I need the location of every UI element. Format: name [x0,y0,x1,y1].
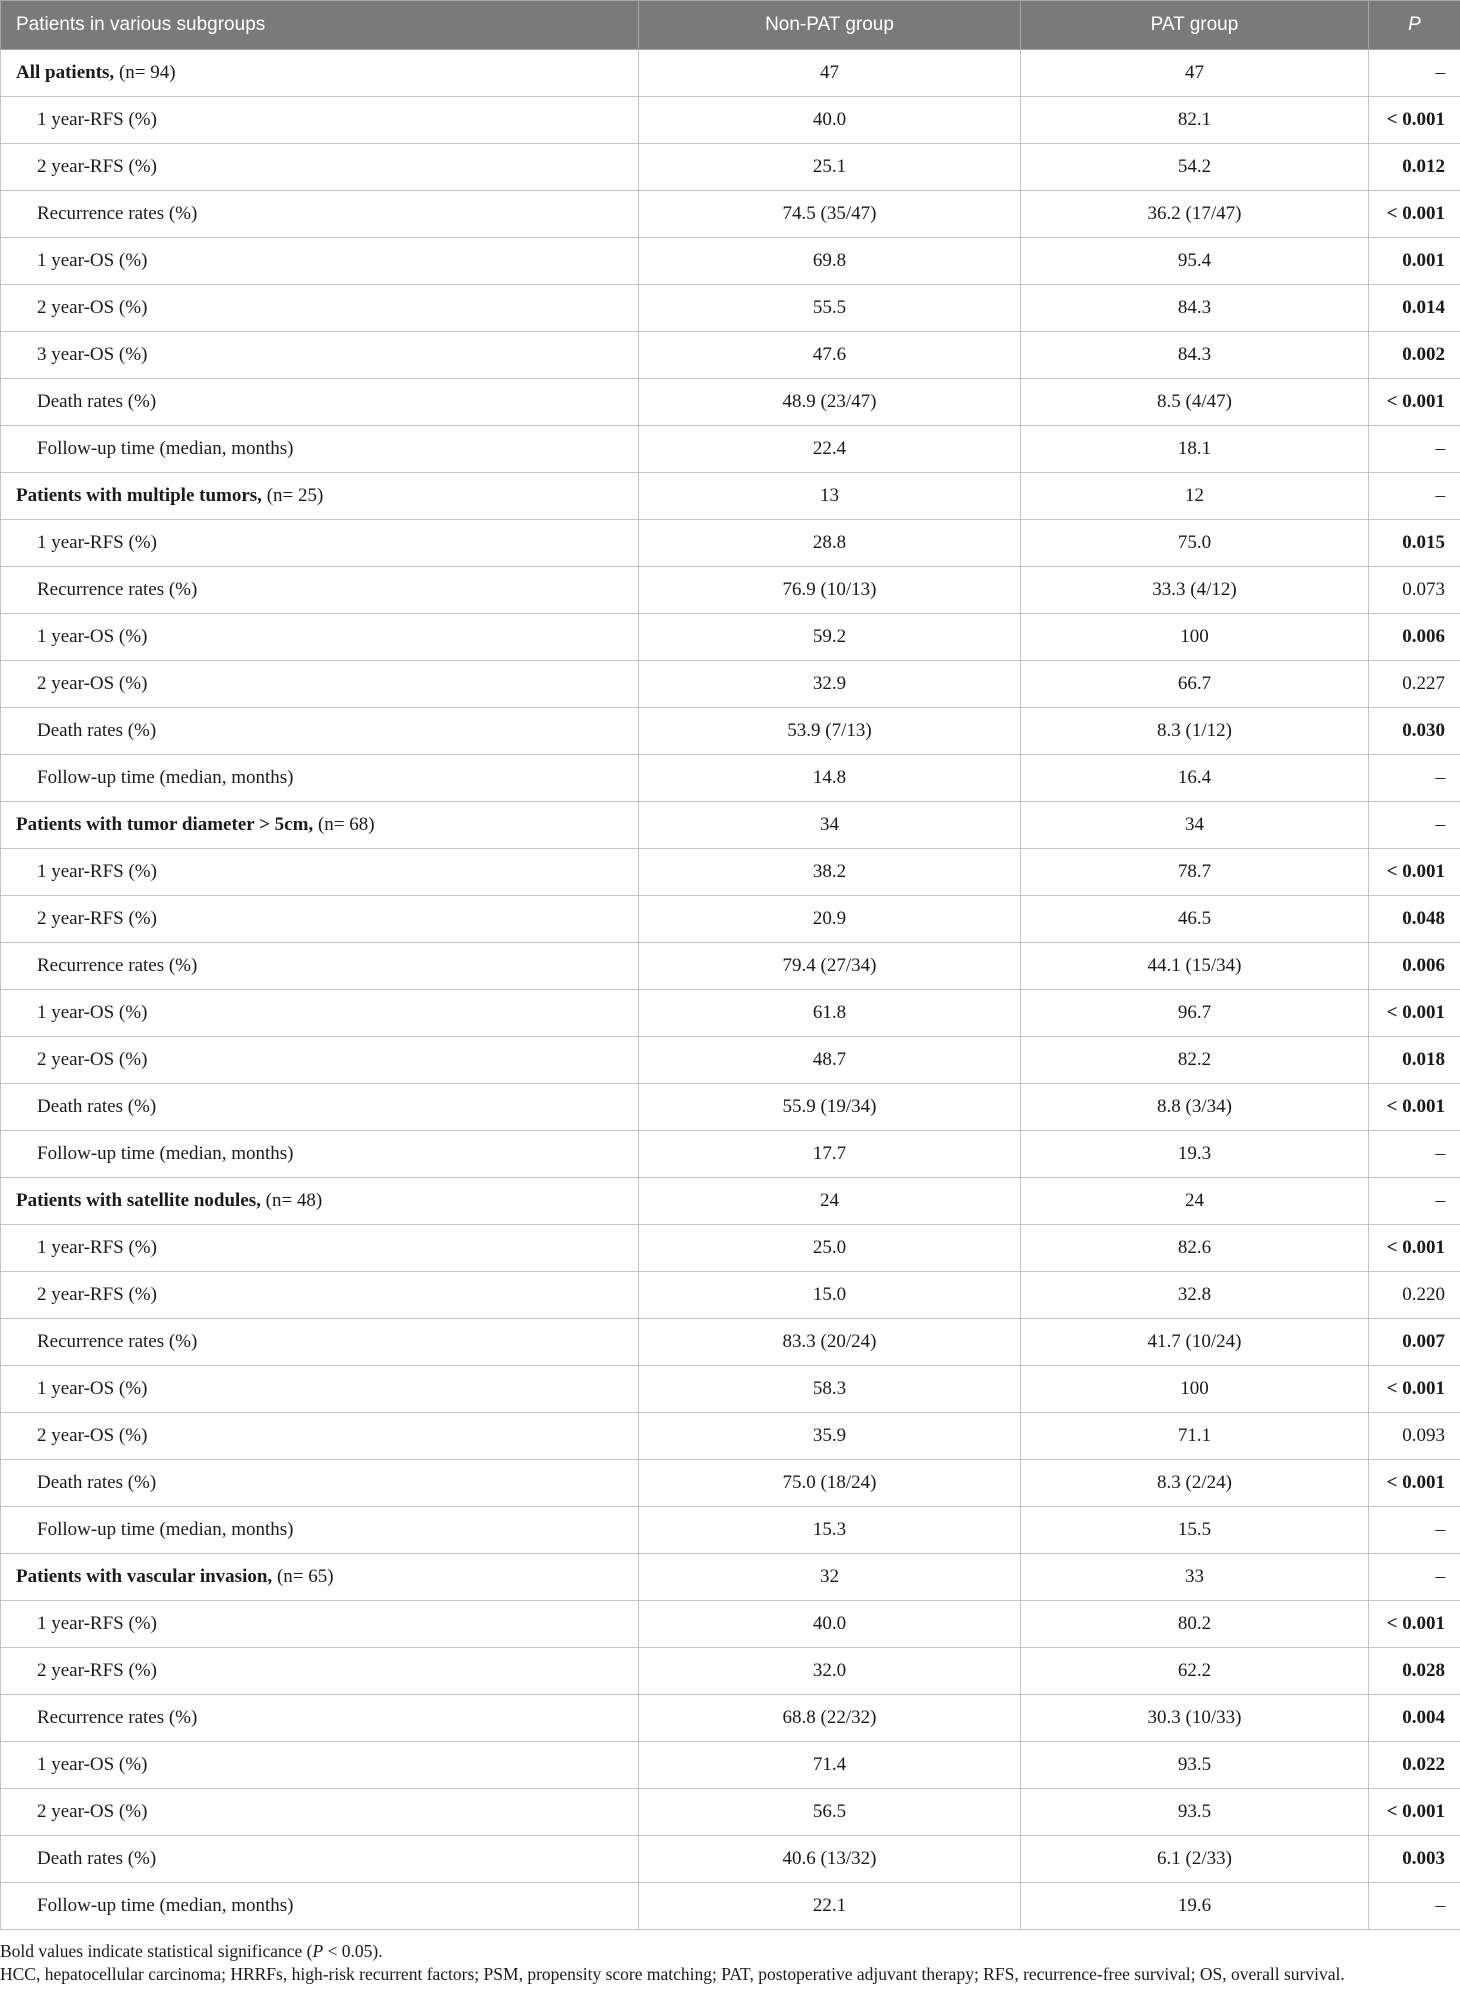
table-row [1,191,1460,238]
table-row [1,1084,1460,1131]
table-row [1,1695,1460,1742]
subgroup-name: Patients with satellite nodules, [16,1190,261,1211]
row-label: 2 year-OS (%) [1,661,639,708]
subgroup-count: (n= 94) [118,62,176,83]
non-pat-value: 13 [639,473,1021,520]
non-pat-value: 28.8 [639,520,1021,567]
pat-value: 30.3 (10/33) [1021,1695,1369,1742]
p-value: 0.030 [1369,708,1460,755]
non-pat-value: 17.7 [639,1131,1021,1178]
non-pat-value: 47.6 [639,332,1021,379]
row-label [1,50,639,97]
table-body [1,50,1460,1930]
subgroup-row [1,1554,1460,1601]
p-value: 0.012 [1369,144,1460,191]
subgroup-name: All patients, [16,62,115,83]
row-label: 3 year-OS (%) [1,332,639,379]
table-row [1,1648,1460,1695]
p-value: 0.006 [1369,614,1460,661]
pat-value: 80.2 [1021,1601,1369,1648]
non-pat-value: 74.5 (35/47) [639,191,1021,238]
p-value: – [1369,50,1460,97]
p-value: – [1369,473,1460,520]
p-value: 0.015 [1369,520,1460,567]
p-value: < 0.001 [1369,990,1460,1037]
non-pat-value: 76.9 (10/13) [639,567,1021,614]
non-pat-value: 79.4 (27/34) [639,943,1021,990]
non-pat-value: 71.4 [639,1742,1021,1789]
subgroup-count: (n= 48) [265,1190,323,1211]
pat-value: 6.1 (2/33) [1021,1836,1369,1883]
p-value: – [1369,755,1460,802]
subgroup-name: Patients with vascular invasion, [16,1566,273,1587]
non-pat-value: 32 [639,1554,1021,1601]
row-label: Follow-up time (median, months) [1,1131,639,1178]
p-value: – [1369,802,1460,849]
non-pat-value: 69.8 [639,238,1021,285]
non-pat-value: 20.9 [639,896,1021,943]
non-pat-value: 24 [639,1178,1021,1225]
table-row [1,943,1460,990]
table-row [1,379,1460,426]
table-row [1,1413,1460,1460]
row-label: 2 year-OS (%) [1,1789,639,1836]
pat-value: 78.7 [1021,849,1369,896]
pat-value: 19.3 [1021,1131,1369,1178]
p-value: 0.048 [1369,896,1460,943]
pat-value: 19.6 [1021,1883,1369,1930]
row-label: Death rates (%) [1,379,639,426]
row-label: 2 year-RFS (%) [1,1648,639,1695]
subgroup-row [1,1178,1460,1225]
p-value: 0.007 [1369,1319,1460,1366]
p-value: – [1369,1178,1460,1225]
pat-value: 8.3 (2/24) [1021,1460,1369,1507]
row-label [1,1178,639,1225]
non-pat-value: 58.3 [639,1366,1021,1413]
table-row [1,1601,1460,1648]
p-value: < 0.001 [1369,1460,1460,1507]
pat-value: 15.5 [1021,1507,1369,1554]
pat-value: 96.7 [1021,990,1369,1037]
p-value: – [1369,426,1460,473]
p-value: 0.006 [1369,943,1460,990]
pat-value: 84.3 [1021,285,1369,332]
non-pat-value: 40.0 [639,97,1021,144]
non-pat-value: 47 [639,50,1021,97]
non-pat-value: 48.7 [639,1037,1021,1084]
pat-value: 82.2 [1021,1037,1369,1084]
p-value: – [1369,1507,1460,1554]
row-label: Follow-up time (median, months) [1,755,639,802]
p-value: < 0.001 [1369,849,1460,896]
table-row [1,144,1460,191]
p-value: 0.227 [1369,661,1460,708]
table-row [1,332,1460,379]
pat-value: 32.8 [1021,1272,1369,1319]
row-label: Death rates (%) [1,1836,639,1883]
table-row [1,426,1460,473]
table-row [1,1836,1460,1883]
non-pat-value: 32.9 [639,661,1021,708]
row-label: 2 year-OS (%) [1,285,639,332]
table-row [1,1225,1460,1272]
non-pat-value: 61.8 [639,990,1021,1037]
row-label: 2 year-RFS (%) [1,896,639,943]
non-pat-value: 34 [639,802,1021,849]
table-row [1,1131,1460,1178]
non-pat-value: 14.8 [639,755,1021,802]
subgroup-row [1,802,1460,849]
row-label: 2 year-RFS (%) [1,144,639,191]
p-value: < 0.001 [1369,1084,1460,1131]
row-label [1,473,639,520]
p-value: < 0.001 [1369,1601,1460,1648]
table-footnotes [0,1930,1460,1986]
table-row [1,520,1460,567]
row-label: Death rates (%) [1,1460,639,1507]
table-row [1,896,1460,943]
p-value: – [1369,1883,1460,1930]
table-row [1,1366,1460,1413]
pat-value: 18.1 [1021,426,1369,473]
row-label: Recurrence rates (%) [1,943,639,990]
row-label: 2 year-OS (%) [1,1037,639,1084]
pat-value: 8.3 (1/12) [1021,708,1369,755]
non-pat-value: 40.0 [639,1601,1021,1648]
p-value: 0.028 [1369,1648,1460,1695]
pat-value: 33.3 (4/12) [1021,567,1369,614]
non-pat-value: 55.9 (19/34) [639,1084,1021,1131]
non-pat-value: 40.6 (13/32) [639,1836,1021,1883]
p-value: 0.220 [1369,1272,1460,1319]
pat-value: 24 [1021,1178,1369,1225]
non-pat-value: 55.5 [639,285,1021,332]
subgroup-count: (n= 68) [317,814,375,835]
pat-value: 44.1 (15/34) [1021,943,1369,990]
non-pat-value: 25.1 [639,144,1021,191]
p-value: < 0.001 [1369,379,1460,426]
row-label: Death rates (%) [1,708,639,755]
row-label: Follow-up time (median, months) [1,426,639,473]
p-value: < 0.001 [1369,1366,1460,1413]
header-p-value: P [1369,1,1460,50]
row-label: 1 year-OS (%) [1,1366,639,1413]
pat-value: 66.7 [1021,661,1369,708]
non-pat-value: 53.9 (7/13) [639,708,1021,755]
pat-value: 75.0 [1021,520,1369,567]
non-pat-value: 22.1 [639,1883,1021,1930]
non-pat-value: 75.0 (18/24) [639,1460,1021,1507]
row-label: 1 year-OS (%) [1,990,639,1037]
p-value: < 0.001 [1369,1225,1460,1272]
row-label: Recurrence rates (%) [1,567,639,614]
pat-value: 16.4 [1021,755,1369,802]
p-value: 0.002 [1369,332,1460,379]
table-row [1,990,1460,1037]
pat-value: 36.2 (17/47) [1021,191,1369,238]
footnote-abbreviations: HCC, hepatocellular carcinoma; HRRFs, high-risk recurrent factors; PSM, propensity score matching; PAT, postoperative adjuvant therapy; RFS, recurrence-free survival; OS, overall survival. [0,1964,1345,1984]
pat-value: 84.3 [1021,332,1369,379]
row-label: 1 year-RFS (%) [1,520,639,567]
table-row [1,238,1460,285]
subgroup-row [1,50,1460,97]
p-value: < 0.001 [1369,1789,1460,1836]
p-value: 0.014 [1369,285,1460,332]
footnote-significance: Bold values indicate statistical significance (P < 0.05). [0,1941,383,1961]
row-label: 1 year-OS (%) [1,238,639,285]
table-row [1,1037,1460,1084]
pat-value: 8.5 (4/47) [1021,379,1369,426]
row-label: 2 year-OS (%) [1,1413,639,1460]
subgroup-row [1,473,1460,520]
table-row [1,755,1460,802]
table-row [1,849,1460,896]
table-row [1,708,1460,755]
non-pat-value: 68.8 (22/32) [639,1695,1021,1742]
non-pat-value: 32.0 [639,1648,1021,1695]
table-row [1,1742,1460,1789]
pat-value: 95.4 [1021,238,1369,285]
table-row [1,1883,1460,1930]
table-row [1,1789,1460,1836]
row-label: 1 year-RFS (%) [1,849,639,896]
row-label: Recurrence rates (%) [1,191,639,238]
table-row [1,1460,1460,1507]
pat-value: 71.1 [1021,1413,1369,1460]
p-value: 0.003 [1369,1836,1460,1883]
p-value: 0.001 [1369,238,1460,285]
p-value: 0.093 [1369,1413,1460,1460]
subgroup-name: Patients with tumor diameter > 5cm, [16,814,314,835]
subgroup-count: (n= 65) [276,1566,334,1587]
pat-value: 100 [1021,1366,1369,1413]
pat-value: 93.5 [1021,1789,1369,1836]
row-label: Follow-up time (median, months) [1,1883,639,1930]
table-row [1,1272,1460,1319]
pat-value: 62.2 [1021,1648,1369,1695]
non-pat-value: 48.9 (23/47) [639,379,1021,426]
header-row [1,1,1460,50]
row-label: 1 year-OS (%) [1,1742,639,1789]
table-row [1,567,1460,614]
non-pat-value: 15.0 [639,1272,1021,1319]
pat-value: 34 [1021,802,1369,849]
row-label: Recurrence rates (%) [1,1695,639,1742]
pat-value: 12 [1021,473,1369,520]
pat-value: 93.5 [1021,1742,1369,1789]
header-non-pat-group: Non-PAT group [639,1,1021,50]
p-value: – [1369,1131,1460,1178]
non-pat-value: 22.4 [639,426,1021,473]
p-value: < 0.001 [1369,191,1460,238]
subgroup-count: (n= 25) [266,485,324,506]
p-value: 0.022 [1369,1742,1460,1789]
row-label: 1 year-OS (%) [1,614,639,661]
non-pat-value: 38.2 [639,849,1021,896]
pat-value: 47 [1021,50,1369,97]
non-pat-value: 25.0 [639,1225,1021,1272]
p-value: – [1369,1554,1460,1601]
pat-value: 33 [1021,1554,1369,1601]
table-row [1,661,1460,708]
table-row [1,1319,1460,1366]
non-pat-value: 59.2 [639,614,1021,661]
header-pat-group: PAT group [1021,1,1369,50]
row-label: 1 year-RFS (%) [1,1225,639,1272]
row-label: Death rates (%) [1,1084,639,1131]
table-row [1,1507,1460,1554]
row-label [1,802,639,849]
row-label [1,1554,639,1601]
pat-value: 82.6 [1021,1225,1369,1272]
pat-value: 41.7 (10/24) [1021,1319,1369,1366]
row-label: 1 year-RFS (%) [1,97,639,144]
pat-value: 46.5 [1021,896,1369,943]
table-row [1,97,1460,144]
p-value: 0.018 [1369,1037,1460,1084]
pat-value: 8.8 (3/34) [1021,1084,1369,1131]
row-label: 2 year-RFS (%) [1,1272,639,1319]
pat-value: 54.2 [1021,144,1369,191]
non-pat-value: 56.5 [639,1789,1021,1836]
subgroup-name: Patients with multiple tumors, [16,485,262,506]
pat-value: 82.1 [1021,97,1369,144]
non-pat-value: 35.9 [639,1413,1021,1460]
row-label: 1 year-RFS (%) [1,1601,639,1648]
p-value: 0.073 [1369,567,1460,614]
row-label: Follow-up time (median, months) [1,1507,639,1554]
table-header [1,1,1460,50]
header-subgroups: Patients in various subgroups [1,1,639,50]
table-row [1,285,1460,332]
p-value: < 0.001 [1369,97,1460,144]
non-pat-value: 15.3 [639,1507,1021,1554]
non-pat-value: 83.3 (20/24) [639,1319,1021,1366]
row-label: Recurrence rates (%) [1,1319,639,1366]
p-value: 0.004 [1369,1695,1460,1742]
table-row [1,614,1460,661]
pat-value: 100 [1021,614,1369,661]
